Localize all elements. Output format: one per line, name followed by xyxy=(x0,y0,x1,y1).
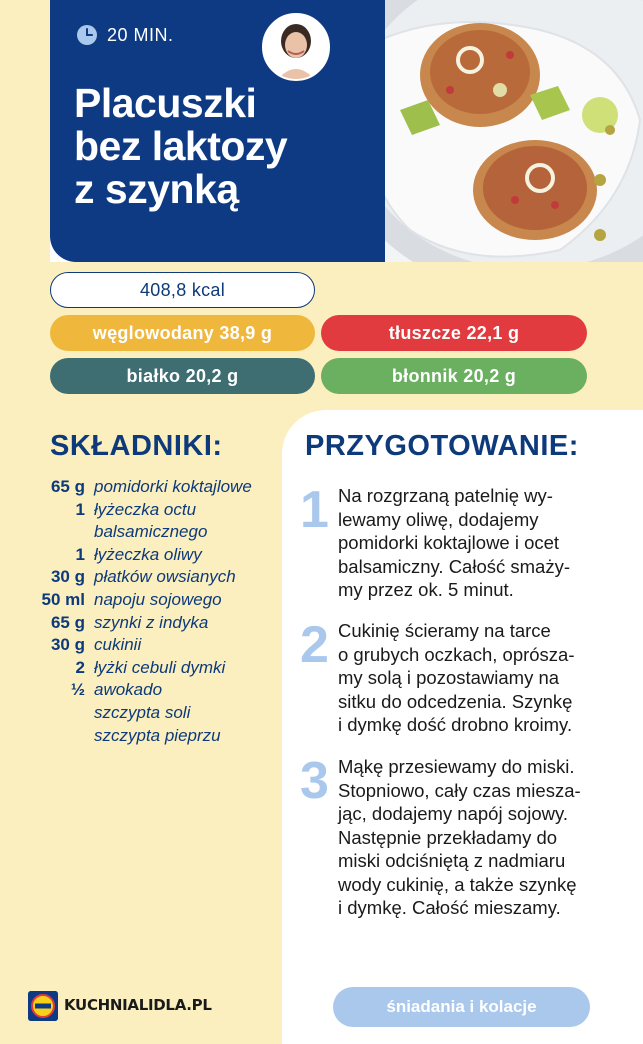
ingredient-name: łyżki cebuli dymki xyxy=(94,657,226,677)
step-line: lewamy oliwę, dodajemy xyxy=(338,508,539,530)
ingredient-qty: 30 g xyxy=(50,635,85,655)
recipe-title xyxy=(74,82,334,211)
ingredient-qty: 30 g xyxy=(50,567,85,587)
ingredient-qty xyxy=(40,725,94,748)
ingredient-row xyxy=(40,702,280,725)
preparation-heading: PRZYGOTOWANIE: xyxy=(305,430,579,462)
step-number: 3 xyxy=(300,752,329,810)
ingredient-qty: 2 xyxy=(75,657,85,677)
step-line: Stopniowo, cały czas miesza- xyxy=(338,779,581,801)
step-line: balsamiczny. Całość smaży- xyxy=(338,555,570,577)
ingredient-row xyxy=(40,589,280,612)
ingredient-name: szynki z indyka xyxy=(94,612,209,632)
step-line: i dymkę dość drobno kroimy. xyxy=(338,714,573,735)
chef-portrait-icon xyxy=(264,15,328,79)
category-button[interactable]: śniadania i kolacje xyxy=(333,987,590,1027)
ingredient-name: napoju sojowego xyxy=(94,589,222,609)
ingredient-name: łyżeczka octu xyxy=(94,499,197,519)
fat-badge: tłuszcze 22,1 g xyxy=(321,315,587,351)
ingredient-name: szczypta soli xyxy=(94,702,191,722)
ingredient-name: pomidorki koktajlowe xyxy=(94,477,252,496)
kcal-badge: 408,8 kcal xyxy=(50,272,315,308)
ingredient-name: balsamicznego xyxy=(94,522,208,542)
step-line: Mąkę przesiewamy do miski. xyxy=(338,756,575,777)
title-line: bez laktozy xyxy=(74,123,288,169)
ingredient-qty: 65 g xyxy=(50,612,85,632)
lidl-logo-icon xyxy=(28,991,58,1021)
ingredient-row xyxy=(40,566,280,589)
step-number: 2 xyxy=(300,616,329,674)
ingredient-name: cukinii xyxy=(94,635,142,655)
lidl-logo[interactable] xyxy=(28,991,58,1021)
title-line: z szynką xyxy=(74,166,239,212)
fiber-badge: błonnik 20,2 g xyxy=(321,358,587,394)
ingredient-row xyxy=(40,521,280,544)
ingredient-row xyxy=(40,657,280,680)
ingredient-row xyxy=(40,634,280,657)
step-line: i dymkę. Całość mieszamy. xyxy=(338,897,561,918)
ingredient-name: łyżeczka oliwy xyxy=(94,544,202,564)
ingredient-row xyxy=(40,679,280,702)
ingredients-heading: SKŁADNIKI: xyxy=(50,430,223,462)
step-line: miski odciśniętą z nadmiaru xyxy=(338,850,566,871)
step-text xyxy=(338,619,600,737)
ingredient-qty: ½ xyxy=(70,680,85,700)
ingredient-name: szczypta pieprzu xyxy=(94,725,221,745)
ingredients-list xyxy=(40,476,280,747)
step-line: jąc, dodajemy napój sojowy. xyxy=(338,803,569,824)
step-line: wody cukinię, a także szynkę xyxy=(338,873,577,895)
step-line: o grubych oczkach, oprósza- xyxy=(338,643,575,665)
avatar xyxy=(262,13,330,81)
ingredient-row xyxy=(40,612,280,635)
step-line: Cukinię ścieramy na tarce xyxy=(338,620,551,641)
ingredient-name: płatków owsianych xyxy=(94,567,236,587)
prep-time xyxy=(76,23,174,47)
ingredient-qty: 1 xyxy=(75,499,85,519)
ingredient-qty xyxy=(40,702,94,725)
carbs-badge: węglowodany 38,9 g xyxy=(50,315,315,351)
ingredient-qty: 65 g xyxy=(50,477,85,496)
clock-icon xyxy=(76,24,98,46)
ingredient-row xyxy=(40,476,280,499)
ingredient-row xyxy=(40,725,280,748)
ingredient-qty: 1 xyxy=(75,544,85,564)
step-number: 1 xyxy=(300,481,329,539)
ingredient-name: awokado xyxy=(94,680,163,700)
step-line: my solą i pozostawiamy na xyxy=(338,667,560,688)
step-text xyxy=(338,755,600,920)
step-line: Na rozgrzaną patelnię wy- xyxy=(338,485,553,506)
site-link[interactable]: KUCHNIALIDLA.PL xyxy=(64,996,212,1014)
prep-time-text: 20 MIN. xyxy=(107,24,174,45)
ingredient-qty xyxy=(40,521,94,544)
title-line: Placuszki xyxy=(74,80,257,126)
step-line: pomidorki koktajlowe i ocet xyxy=(338,532,560,553)
step-text xyxy=(338,484,600,602)
protein-badge: białko 20,2 g xyxy=(50,358,315,394)
ingredient-qty: 50 ml xyxy=(41,589,85,609)
step-line: sitku do odcedzenia. Szynkę xyxy=(338,690,573,712)
ingredient-row xyxy=(40,499,280,522)
step-line: my przez ok. 5 minut. xyxy=(338,579,514,600)
ingredient-row xyxy=(40,544,280,567)
step-line: Następnie przekładamy do xyxy=(338,826,558,848)
